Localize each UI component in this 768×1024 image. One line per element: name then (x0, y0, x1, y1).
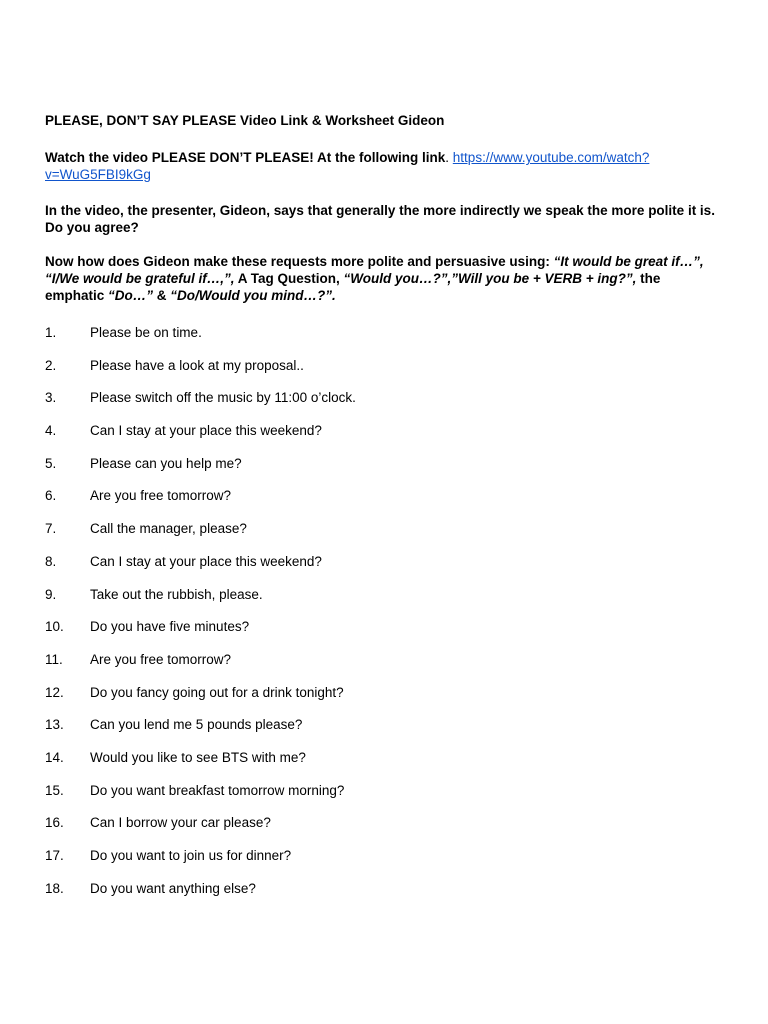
item-text: Please can you help me? (90, 455, 242, 471)
list-item (45, 357, 725, 390)
phrase-do: “Do…” (108, 288, 154, 303)
item-text: Do you fancy going out for a drink tonight? (90, 684, 344, 700)
item-text: Do you want anything else? (90, 880, 256, 896)
video-question-paragraph: In the video, the presenter, Gideon, says that generally the more indirectly we speak the more polite it is. Do you agree? (45, 203, 715, 235)
item-number: 5. (45, 455, 57, 471)
item-text: Are you free tomorrow? (90, 651, 232, 667)
phrase-amp: & (153, 288, 171, 303)
list-item (45, 814, 725, 847)
item-text: Please switch off the music by 11:00 o’clock. (90, 390, 356, 406)
item-number: 10. (45, 619, 64, 635)
document-title: PLEASE, DON’T SAY PLEASE Video Link & Worksheet Gideon (45, 113, 445, 128)
list-item (45, 520, 725, 553)
item-number: 12. (45, 684, 64, 700)
list-item (45, 782, 725, 815)
item-number: 15. (45, 782, 64, 798)
youtube-link-part1: https://www.youtube.com/watch? (452, 150, 650, 165)
item-text: Do you want breakfast tomorrow morning? (90, 782, 345, 798)
item-text: Can I borrow your car please? (90, 815, 271, 831)
watch-paragraph (45, 149, 725, 183)
item-text: Can I stay at your place this weekend? (90, 423, 322, 439)
item-number: 14. (45, 749, 64, 765)
item-number: 1. (45, 325, 57, 340)
list-item (45, 455, 725, 488)
phrase-the: the (636, 271, 661, 286)
item-text: Can I stay at your place this weekend? (90, 553, 322, 569)
list-item (45, 651, 725, 684)
item-number: 18. (45, 880, 64, 896)
phrase-we-would: “I/We would be grateful if…,”, (45, 271, 235, 286)
item-text: Would you like to see BTS with me? (90, 749, 306, 765)
phrase-tag-question: A Tag Question, (234, 271, 344, 286)
request-list (45, 324, 725, 912)
document-page (45, 112, 725, 912)
list-item (45, 847, 725, 880)
item-text: Take out the rubbish, please. (90, 586, 263, 602)
list-item (45, 586, 725, 619)
item-text: Call the manager, please? (90, 521, 247, 537)
instructions-paragraph (45, 253, 725, 304)
list-item (45, 324, 725, 357)
phrase-it-would: “It would be great if…”, (553, 254, 704, 269)
phrase-emphatic: emphatic (45, 288, 109, 303)
item-number: 3. (45, 390, 57, 406)
list-item (45, 716, 725, 749)
list-item (45, 553, 725, 586)
item-text: Please be on time. (90, 325, 202, 340)
list-item (45, 880, 725, 913)
item-text: Can you lend me 5 pounds please? (90, 717, 303, 733)
phrase-mind: “Do/Would you mind…?”. (170, 288, 336, 303)
item-text: Please have a look at my proposal.. (90, 357, 304, 373)
item-number: 13. (45, 717, 64, 733)
list-item (45, 422, 725, 455)
phrase-would-you: “Would you…?”,”Will you be + VERB + ing?”, (343, 271, 637, 286)
item-number: 9. (45, 586, 57, 602)
item-number: 7. (45, 521, 57, 537)
item-text: Do you have five minutes? (90, 619, 250, 635)
youtube-link-part2: v=WuG5FBI9kGg (45, 167, 151, 182)
item-number: 11. (45, 651, 63, 667)
list-item (45, 618, 725, 651)
watch-text: Watch the video PLEASE DON’T PLEASE! At the following link (45, 150, 446, 165)
item-text: Do you want to join us for dinner? (90, 848, 292, 863)
list-item (45, 684, 725, 717)
item-text: Are you free tomorrow? (90, 488, 232, 504)
list-item (45, 749, 725, 782)
item-number: 8. (45, 553, 57, 569)
list-item (45, 487, 725, 520)
item-number: 16. (45, 815, 64, 831)
item-number: 6. (45, 488, 57, 504)
list-item (45, 389, 725, 422)
item-number: 17. (45, 848, 64, 863)
instructions-intro: Now how does Gideon make these requests more polite and persuasive using: (45, 254, 554, 269)
item-number: 2. (45, 357, 57, 373)
watch-separator: . (445, 150, 453, 165)
item-number: 4. (45, 423, 57, 439)
